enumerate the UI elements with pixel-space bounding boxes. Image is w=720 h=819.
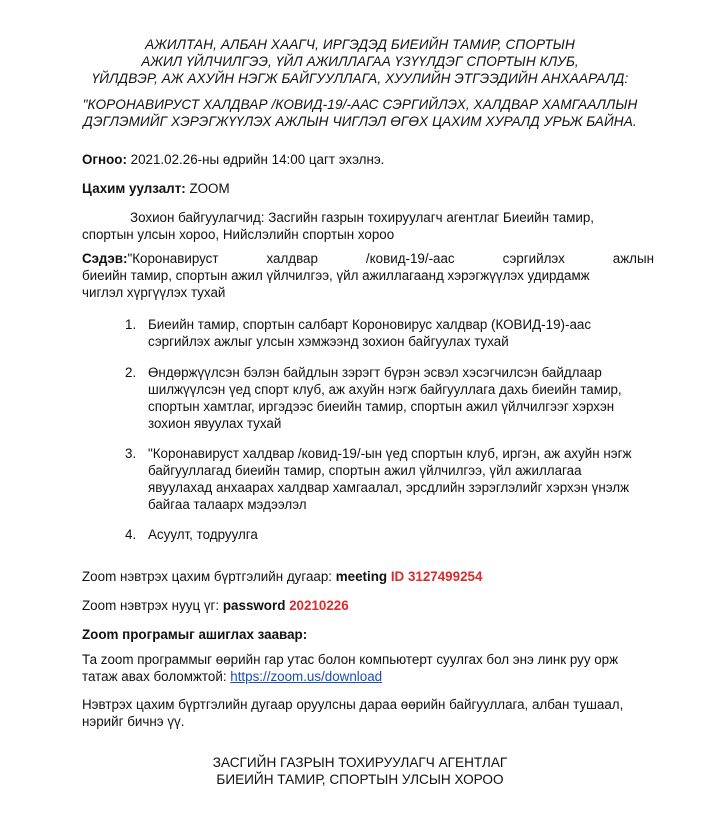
topic-block	[82, 250, 654, 301]
instructions-title: Zoom програмыг ашиглах заавар:	[82, 627, 308, 642]
agenda-item	[125, 316, 655, 352]
date-label: Огноо:	[82, 152, 127, 167]
header-line: ДЭГЛЭМИЙГ ХЭРЭГЖҮҮЛЭХ АЖЛЫН ЧИГЛЭЛ ӨГӨХ ЦАХИМ ХУРАЛД УРЬЖ БАЙНА.	[83, 114, 637, 129]
zoom-download-link[interactable]: https://zoom.us/download	[230, 669, 383, 684]
instructions-line	[82, 668, 654, 685]
agenda-line: "Коронавируст халдвар /ковид-19/-ын үед спортын клуб, иргэн, аж ахуйн нэгж	[148, 446, 632, 461]
agenda-item	[125, 526, 655, 546]
note-block	[82, 696, 654, 730]
topic-word: /ковид-19/-аас	[365, 251, 455, 266]
topic-label: Сэдэв:	[82, 251, 128, 266]
agenda-line: байгаа талаарх мэдээлэл	[148, 497, 307, 512]
date-row	[82, 151, 654, 168]
instructions-block	[82, 651, 654, 685]
header-line: "КОРОНАВИРУСТ ХАЛДВАР /КОВИД-19/-ААС СЭРГИЙЛЭХ, ХАЛДВАР ХАМГААЛЛЫН	[82, 97, 638, 112]
agenda-item	[125, 445, 655, 515]
document-header	[0, 36, 720, 87]
agenda-number: 4.	[125, 527, 137, 542]
agenda-line: байгууллагад биеийн тамир, спортын ажил үйлчилгээ, үйл ажиллагаа	[148, 463, 582, 478]
note-line: нэрийг бичнэ үү.	[82, 714, 185, 729]
agenda-text	[148, 445, 655, 513]
password-word: password	[222, 598, 286, 613]
agenda-line: шилжүүлсэн үед спорт клуб, аж ахуйн нэгж байгууллага дахь биеийн тамир,	[148, 382, 622, 397]
platform-value: ZOOM	[185, 181, 230, 196]
agenda-text	[148, 316, 655, 350]
zoom-password-row	[82, 597, 654, 614]
agenda-line: Өндөржүүлсэн бэлэн байдлын зэрэгт бүрэн эсвэл хэсэгчилсэн байдлаар	[148, 365, 602, 380]
meeting-id-label: ID	[387, 569, 405, 584]
topic-line-1	[82, 250, 654, 267]
agenda-text	[148, 526, 655, 543]
agenda-line: спортын хамтлаг, иргэдээс биеийн тамир, спортын ажил үйлчилгээг хэрхэн	[148, 399, 615, 414]
platform-row	[82, 180, 654, 197]
topic-word: "Коронавируст	[127, 251, 219, 266]
header-line: АЖИЛ ҮЙЛЧИЛГЭЭ, ҮЙЛ АЖИЛЛАГАА ҮЗҮҮЛДЭГ СПОРТЫН КЛУБ,	[141, 54, 579, 69]
topic-word: ажлын	[612, 251, 654, 266]
instructions-line: Та zoom программыг өөрийн гар утас болон компьютерт суулгах бол энэ линк руу орж	[82, 652, 619, 667]
agenda-number: 2.	[125, 365, 137, 380]
meeting-word: meeting	[335, 569, 388, 584]
agenda-text	[148, 364, 655, 432]
date-value: 2021.02.26-ны өдрийн 14:00 цагт эхэлнэ.	[126, 152, 385, 167]
agenda-line: Биеийн тамир, спортын салбарт Короновирус халдвар (КОВИД-19)-аас	[148, 317, 592, 332]
header-line: ҮЙЛДВЭР, АЖ АХУЙН НЭГЖ БАЙГУУЛЛАГА, ХУУЛИЙН ЭТГЭЭДИЙН АНХААРАЛД:	[91, 71, 629, 86]
document-footer	[0, 754, 720, 788]
organizer-line: Зохион байгуулагчид: Засгийн газрын тохируулагч агентлаг Биеийн тамир,	[130, 210, 594, 225]
zoom-meeting-row	[82, 568, 654, 585]
platform-label: Цахим уулзалт:	[82, 181, 186, 196]
footer-line: БИЕИЙН ТАМИР, СПОРТЫН УЛСЫН ХОРОО	[216, 772, 504, 787]
agenda-number: 1.	[125, 317, 137, 332]
header-line: АЖИЛТАН, АЛБАН ХААГЧ, ИРГЭДЭД БИЕИЙН ТАМИР, СПОРТЫН	[145, 37, 575, 52]
agenda-line: явуулахад анхаарах халдвар хамгаалал, эрсдлийн зэрэглэлийг хэрхэн үнэлж	[148, 480, 630, 495]
password-value[interactable]: 20210226	[285, 598, 349, 613]
note-line: Нэвтрэх цахим бүртгэлийн дугаар оруулсны дараа өөрийн байгууллага, албан тушаал,	[82, 697, 624, 712]
topic-line-3: чиглэл хүргүүлэх тухай	[82, 285, 226, 300]
footer-line: ЗАСГИЙН ГАЗРЫН ТОХИРУУЛАГЧ АГЕНТЛАГ	[212, 755, 508, 770]
meeting-id-value[interactable]: 3127499254	[404, 569, 483, 584]
organizer-line: спортын улсын хороо, Нийслэлийн спортын хороо	[82, 227, 395, 242]
agenda-line: зохион явуулах тухай	[148, 416, 282, 431]
topic-word: халдвар	[266, 251, 318, 266]
zoom-meeting-text: Zoom нэвтрэх цахим бүртгэлийн дугаар:	[82, 569, 336, 584]
document-subheader	[0, 96, 720, 130]
instructions-title-row	[82, 626, 654, 643]
organizer-block	[82, 209, 654, 243]
agenda-item	[125, 364, 655, 434]
instructions-text: татаж авах боломжтой:	[82, 669, 231, 684]
topic-line-2: биеийн тамир, спортын ажил үйлчилгээ, үйл ажиллагаанд хэрэгжүүлэх удирдамж	[82, 268, 590, 283]
agenda-line: сэргийлэх ажлыг улсын хэмжээнд зохион байгуулах тухай	[148, 334, 509, 349]
agenda-number: 3.	[125, 446, 137, 461]
topic-word: сэргийлэх	[502, 251, 565, 266]
agenda-line: Асуулт, тодруулга	[148, 527, 258, 542]
zoom-password-text: Zoom нэвтрэх нууц үг:	[82, 598, 223, 613]
